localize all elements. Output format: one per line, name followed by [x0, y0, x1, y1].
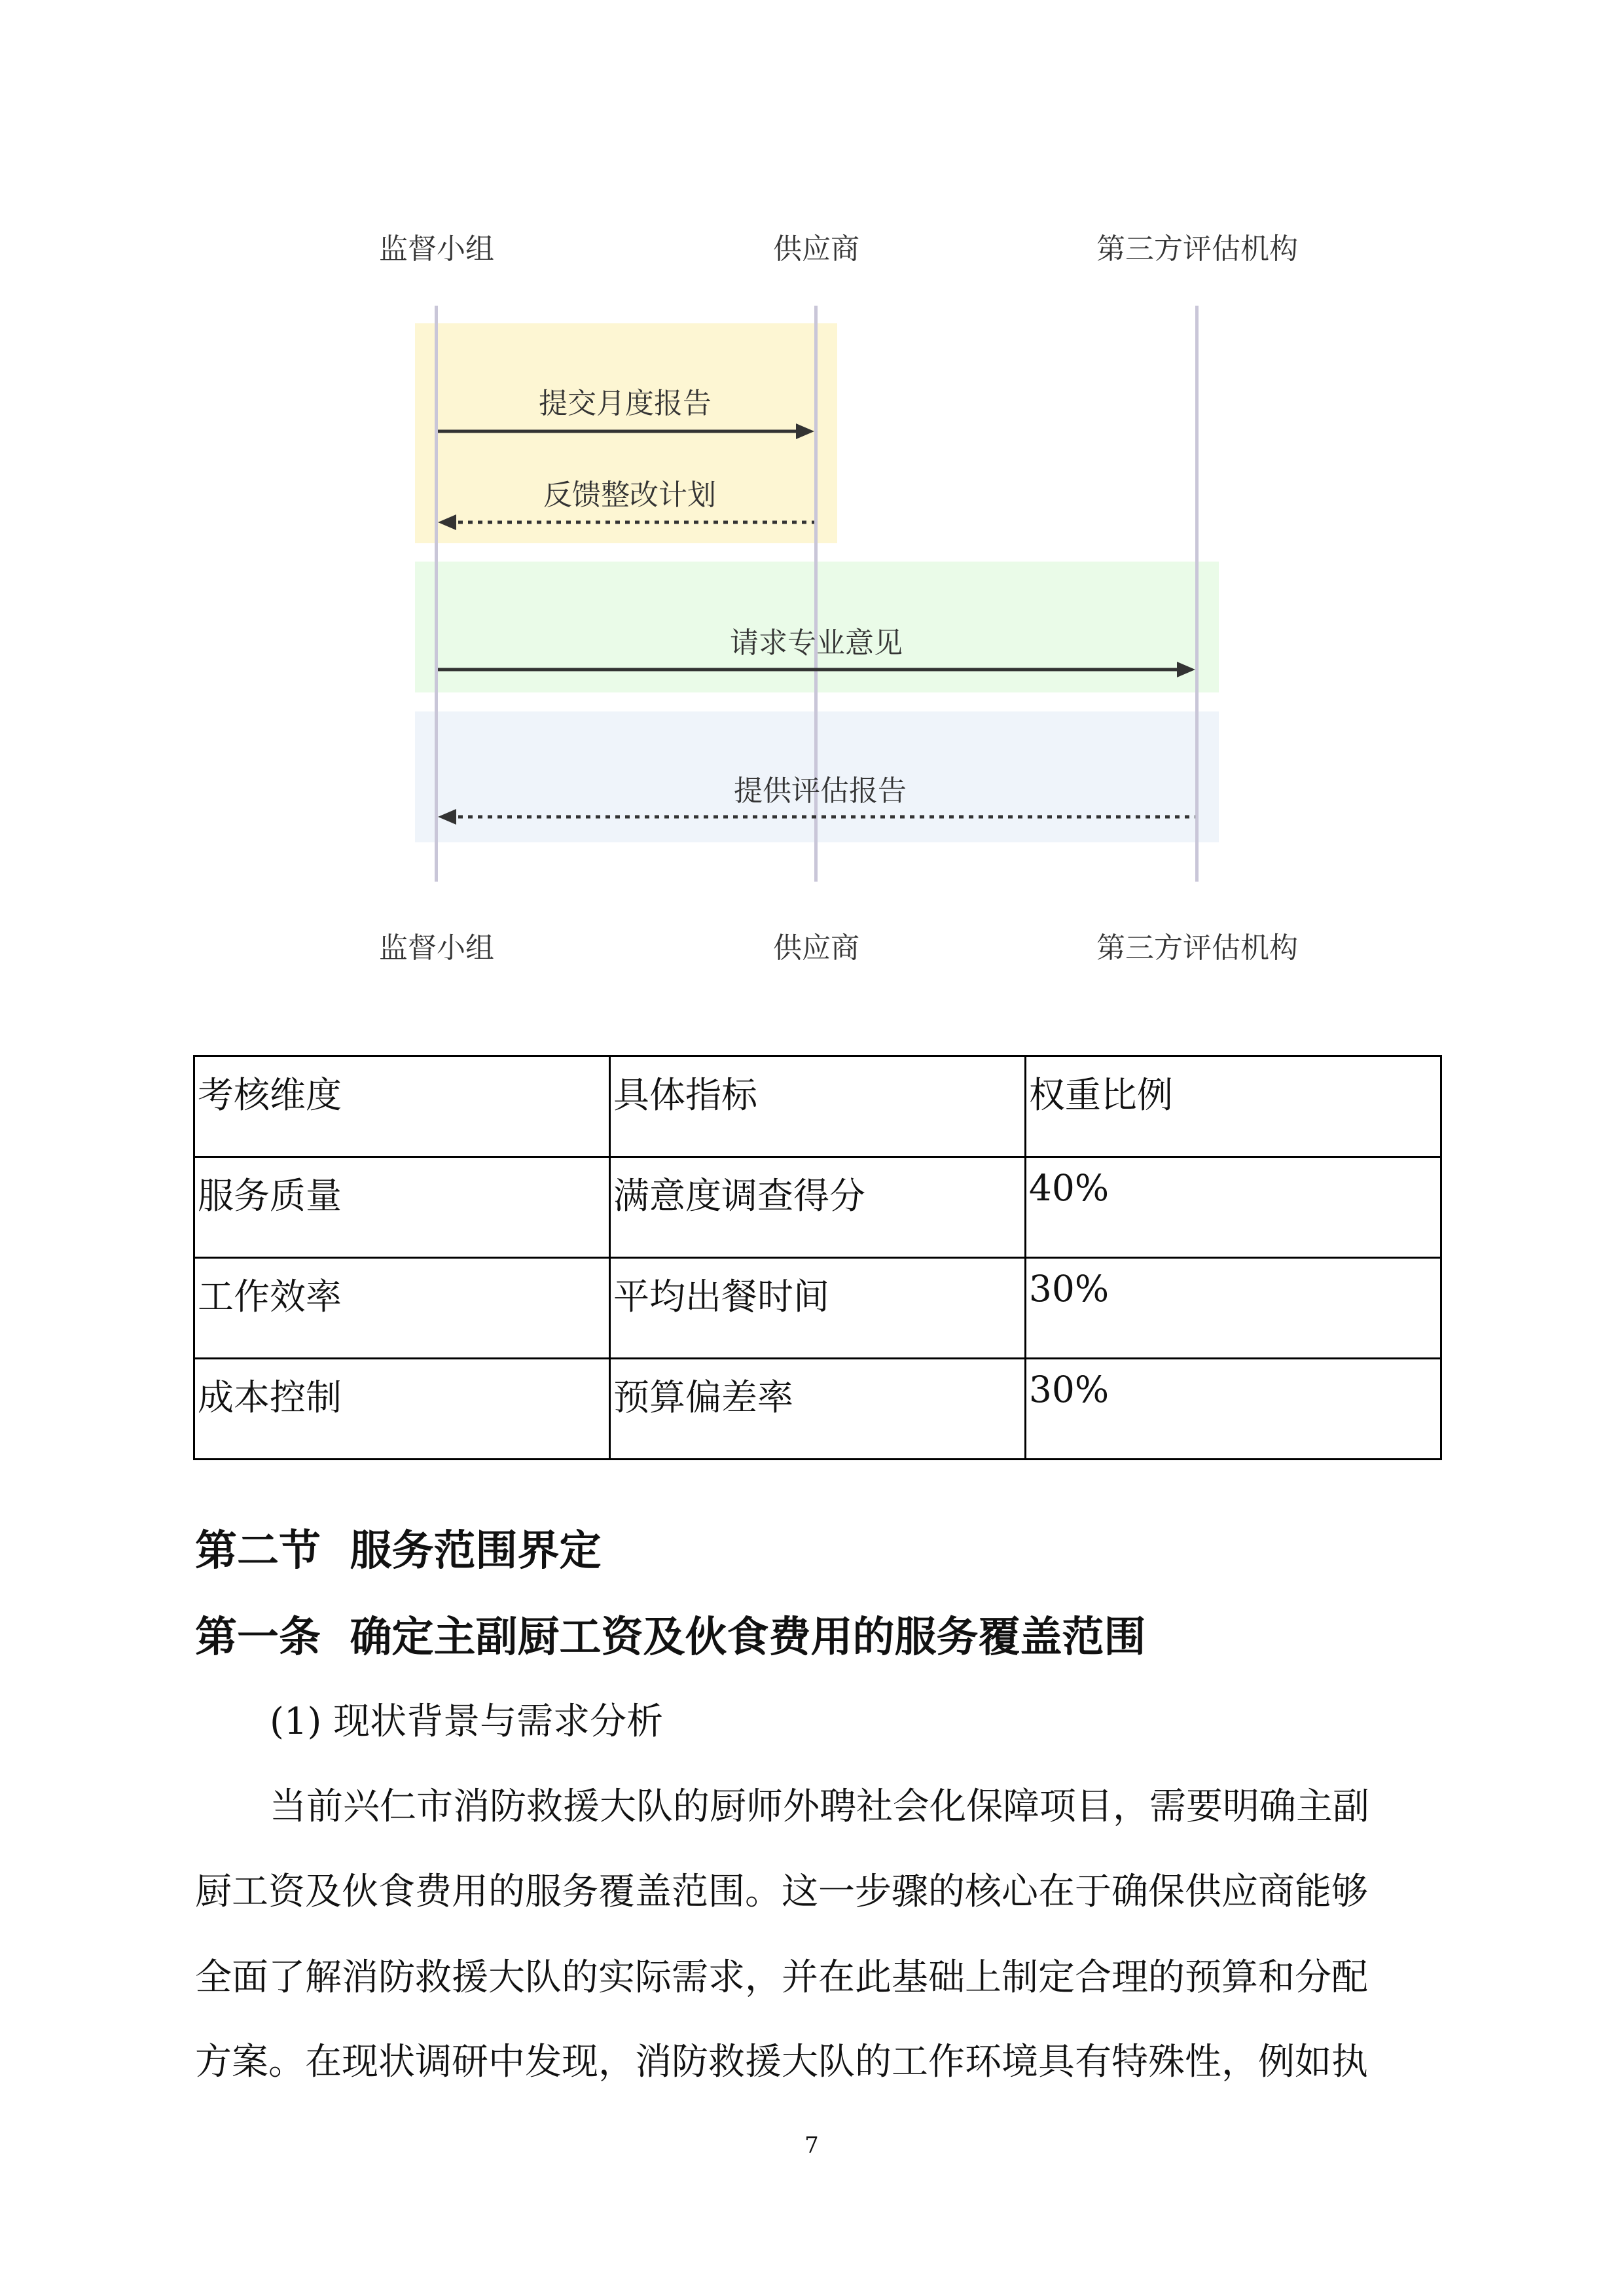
message-label: 提交月度报告: [539, 387, 712, 420]
paragraph-line: 当前兴仁市消防救援大队的厨师外聘社会化保障项目，需要明确主副: [270, 1785, 1369, 1828]
table-header-cell: 具体指标: [609, 1056, 1025, 1157]
arrowhead: [438, 809, 456, 825]
paragraph-line: 厨工资及伙食费用的服务覆盖范围。这一步骤的核心在于确保供应商能够: [195, 1871, 1368, 1913]
section-heading: 第二节 服务范围界定: [195, 1526, 602, 1575]
table-cell: 预算偏差率: [609, 1359, 1025, 1460]
actor-top-evaluator: 第三方评估机构: [1096, 232, 1298, 266]
actor-bottom-supervision: 监督小组: [379, 931, 494, 965]
table-row: [194, 1359, 1441, 1460]
table-cell: 40%: [1025, 1157, 1441, 1258]
paragraph-line: 全面了解消防救援大队的实际需求，并在此基础上制定合理的预算和分配: [195, 1956, 1368, 1999]
table-cell: 30%: [1025, 1258, 1441, 1359]
table-cell: 30%: [1025, 1359, 1441, 1460]
actor-bottom-evaluator: 第三方评估机构: [1096, 931, 1298, 965]
paragraph-line: 方案。在现状调研中发现，消防救援大队的工作环境具有特殊性，例如执: [195, 2041, 1368, 2083]
table-header-row: [194, 1056, 1441, 1157]
arrowhead: [796, 423, 814, 439]
arrowhead: [438, 514, 456, 530]
message-label: 请求专业意见: [730, 626, 903, 660]
message-arrows: [0, 0, 1624, 982]
arrowhead: [1177, 662, 1195, 677]
table-row: [194, 1258, 1441, 1359]
table-cell: 工作效率: [194, 1258, 610, 1359]
table-row: [194, 1157, 1441, 1258]
assessment-table: [193, 1055, 1442, 1460]
sub-heading: (1) 现状背景与需求分析: [270, 1700, 664, 1743]
message-label: 反馈整改计划: [543, 478, 716, 512]
table-header-cell: 权重比例: [1025, 1056, 1441, 1157]
table-cell: 满意度调查得分: [609, 1157, 1025, 1258]
page-number: 7: [804, 2132, 819, 2159]
actor-top-supervision: 监督小组: [379, 232, 494, 266]
table-header-cell: 考核维度: [194, 1056, 610, 1157]
actor-top-supplier: 供应商: [773, 232, 859, 266]
table-cell: 成本控制: [194, 1359, 610, 1460]
table-cell: 服务质量: [194, 1157, 610, 1258]
table-cell: 平均出餐时间: [609, 1258, 1025, 1359]
article-heading: 第一条 确定主副厨工资及伙食费用的服务覆盖范围: [195, 1613, 1146, 1662]
message-label: 提供评估报告: [734, 774, 907, 808]
actor-bottom-supplier: 供应商: [773, 931, 859, 965]
